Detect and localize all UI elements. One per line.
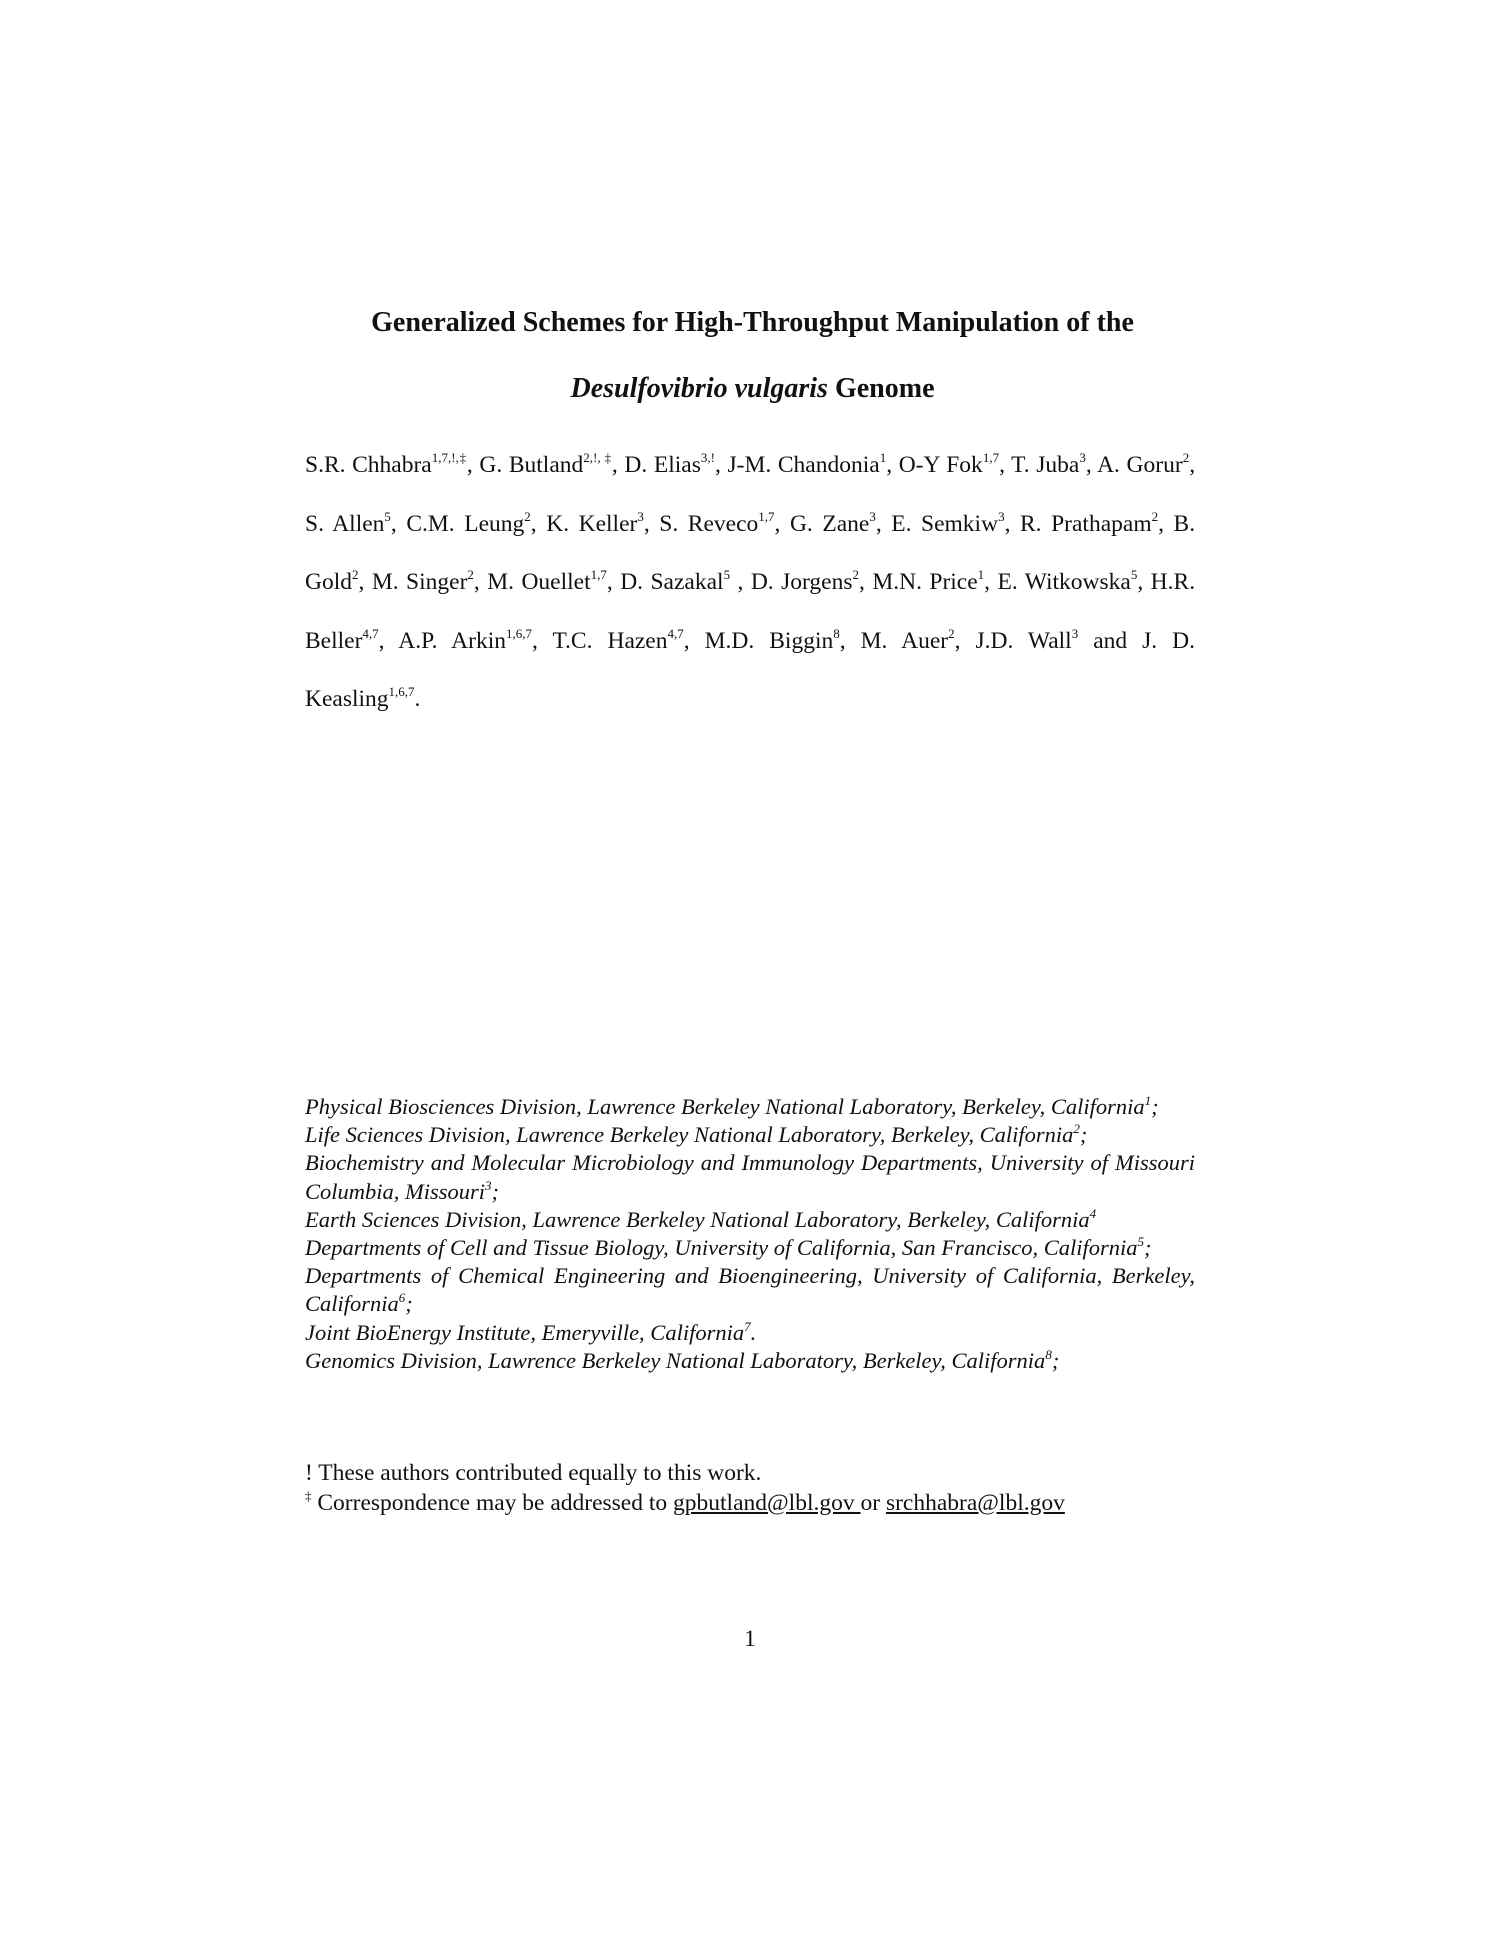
- author-affiliation-marks: 2: [852, 567, 859, 582]
- author-name: K. Keller: [546, 510, 638, 537]
- affiliation-text: Departments of Chemical Engineering and Bioengineering, University of California, Berkeley, California: [305, 1263, 1195, 1317]
- author-affiliation-marks: 1,6,7: [388, 684, 415, 699]
- author-affiliation-marks: 3: [1079, 450, 1086, 465]
- affiliation-end: ;: [405, 1291, 413, 1317]
- author-affiliation-marks: 1,6,7: [505, 625, 532, 641]
- author-separator: ,: [1137, 569, 1151, 595]
- author-separator: ,: [606, 569, 621, 595]
- page-number: 1: [744, 1626, 756, 1652]
- author-affiliation-marks: 2: [467, 567, 474, 582]
- affiliation-end: ;: [491, 1178, 500, 1204]
- author-name: B. Gold: [305, 510, 1196, 595]
- author-affiliation-marks: 1: [879, 450, 887, 465]
- author-separator: ,: [1004, 510, 1020, 537]
- affiliation-number: 4: [1089, 1205, 1097, 1221]
- author-separator: ,: [954, 627, 976, 654]
- author: [372, 569, 487, 595]
- affiliation-text: Life Sciences Division, Lawrence Berkeley National Laboratory, Berkeley, California: [305, 1122, 1074, 1148]
- footnotes: [305, 1459, 1205, 1518]
- author: [479, 452, 624, 478]
- author: [891, 508, 1020, 537]
- author-affiliation-marks: 5: [1130, 567, 1138, 582]
- author-separator: ,: [1085, 452, 1098, 478]
- author-name: O-Y Fok: [898, 452, 983, 478]
- author: [305, 452, 479, 478]
- author-name: E. Witkowska: [997, 569, 1131, 595]
- author: [975, 625, 1143, 654]
- author-name: M. Ouellet: [487, 569, 591, 595]
- affiliation-text: Joint BioEnergy Institute, Emeryville, California: [305, 1319, 745, 1345]
- affiliation-end: ;: [1151, 1094, 1159, 1119]
- author-name: G. Zane: [789, 510, 870, 537]
- author: [487, 569, 620, 595]
- author-affiliation-marks: 2: [948, 625, 955, 641]
- author-affiliation-marks: 2: [1182, 450, 1190, 465]
- author-affiliation-marks: 5: [384, 508, 391, 524]
- author: [620, 569, 751, 595]
- paper-title-line-2: [305, 372, 1200, 406]
- author-separator: ,: [839, 627, 861, 654]
- affiliation-end: .: [750, 1319, 757, 1345]
- affiliation: [305, 1121, 1195, 1149]
- affiliation-number: 5: [1137, 1234, 1144, 1250]
- affiliation-end: ;: [1079, 1122, 1088, 1148]
- affiliation-text: Biochemistry and Molecular Microbiology and Immunology Departments, University of Missouri Columbia, Missouri: [305, 1150, 1195, 1204]
- author-affiliation-marks: 4,7: [667, 625, 684, 641]
- author-name: A.P. Arkin: [398, 627, 506, 654]
- author-separator: ,: [1189, 452, 1196, 478]
- affiliation-number: 7: [744, 1318, 751, 1334]
- author: [624, 452, 727, 478]
- or-text: or: [860, 1489, 886, 1516]
- affiliation-text: Departments of Cell and Tissue Biology, University of California, San Francisco, California: [305, 1235, 1138, 1261]
- author-affiliation-marks: 8: [833, 625, 840, 641]
- author-affiliation-marks: 1,7,!,‡: [431, 450, 467, 465]
- author-separator: .: [414, 686, 421, 712]
- affiliation: [305, 1347, 1195, 1375]
- author-name: J-M. Chandonia: [727, 452, 880, 478]
- author-name: D. Sazakal: [620, 569, 724, 595]
- author-separator: ,: [531, 627, 553, 654]
- affiliation: [305, 1262, 1195, 1318]
- author-affiliation-marks: 3: [637, 508, 644, 524]
- author-name: H.R. Beller: [305, 569, 1196, 654]
- author: [546, 508, 660, 537]
- author: [860, 625, 976, 654]
- affiliation-number: 8: [1045, 1346, 1052, 1362]
- author: [1020, 508, 1174, 537]
- author-separator: ,: [530, 510, 547, 537]
- correspondence-text: Correspondence may be addressed to: [311, 1489, 674, 1516]
- author-separator: ,: [875, 510, 892, 537]
- author-name: S. Allen: [305, 510, 385, 537]
- author-affiliation-marks: 2: [1151, 508, 1159, 524]
- affiliation-end: ;: [1144, 1235, 1152, 1261]
- author-name: C.M. Leung: [406, 510, 525, 537]
- author-separator: ,: [1158, 510, 1174, 537]
- author: [789, 508, 892, 537]
- author-affiliation-marks: 3,!: [700, 450, 715, 465]
- affiliation: [305, 1206, 1195, 1234]
- affiliation-number: 3: [485, 1177, 492, 1193]
- author: [659, 508, 790, 537]
- author-separator: ,: [611, 452, 625, 478]
- author-separator: ,: [466, 452, 480, 478]
- equal-contribution-note: ! These authors contributed equally to this work.: [305, 1460, 762, 1486]
- author-name: T. Juba: [1011, 452, 1080, 478]
- author-affiliation-marks: 2: [524, 508, 531, 524]
- author-affiliation-marks: 2: [352, 567, 359, 582]
- correspondence-note: [305, 1489, 1205, 1519]
- author: [1011, 452, 1097, 478]
- affiliation: [305, 1093, 1195, 1121]
- author-affiliation-marks: 1,7: [982, 450, 1000, 465]
- affiliation-list: [305, 1093, 1195, 1375]
- author-affiliation-marks: 5: [723, 567, 731, 582]
- author-name: J. D. Keasling: [305, 627, 1196, 712]
- author-separator: ,: [886, 452, 899, 478]
- author: [1097, 452, 1195, 478]
- organism-name: Desulfovibrio vulgaris: [570, 373, 828, 404]
- author-name: R. Prathapam: [1020, 510, 1152, 537]
- correspondence-mark: ‡: [305, 1487, 312, 1503]
- author-affiliation-marks: 4,7: [362, 625, 379, 641]
- author-name: D. Elias: [624, 452, 701, 478]
- author-name: G. Butland: [479, 452, 584, 478]
- author: [398, 625, 553, 654]
- author-affiliation-marks: 2,!, ‡: [583, 450, 612, 465]
- author-name: M. Auer: [860, 627, 949, 654]
- author-separator: ,: [730, 569, 751, 595]
- author: [751, 569, 873, 595]
- affiliation-text: Physical Biosciences Division, Lawrence Berkeley National Laboratory, Berkeley, California: [305, 1094, 1145, 1119]
- author-affiliation-marks: 1,7: [590, 567, 607, 582]
- author-separator: ,: [774, 510, 790, 537]
- author-separator: ,: [999, 452, 1012, 478]
- affiliation-number: 6: [398, 1290, 406, 1306]
- affiliation: [305, 1234, 1195, 1262]
- author: [872, 569, 997, 595]
- author-separator: and: [1078, 627, 1143, 654]
- author-separator: ,: [714, 452, 728, 478]
- author-name: S.R. Chhabra: [305, 452, 432, 478]
- author-separator: ,: [358, 569, 372, 595]
- author-name: M.D. Biggin: [704, 627, 834, 654]
- author-separator: ,: [378, 627, 399, 654]
- author-affiliation-marks: 1: [977, 567, 985, 582]
- author: [727, 452, 898, 478]
- author: [305, 508, 407, 537]
- author-name: M.N. Price: [872, 569, 978, 595]
- paper-title-line-1: Generalized Schemes for High-Throughput Manipulation of the: [371, 307, 1134, 338]
- author-name: S. Reveco: [659, 510, 759, 537]
- author-separator: ,: [984, 569, 998, 595]
- author-separator: ,: [643, 510, 660, 537]
- affiliation-text: Earth Sciences Division, Lawrence Berkeley National Laboratory, Berkeley, California: [305, 1206, 1090, 1232]
- email-link-chhabra[interactable]: srchhabra@lbl.gov: [885, 1489, 1065, 1516]
- author-affiliation-marks: 1,7: [758, 508, 775, 524]
- author-affiliation-marks: 3: [1071, 625, 1079, 641]
- author-affiliation-marks: 3: [998, 508, 1005, 524]
- affiliation: [305, 1319, 1195, 1347]
- author: [998, 569, 1151, 595]
- email-link-butland[interactable]: gpbutland@lbl.gov: [673, 1489, 861, 1516]
- author-name: A. Gorur: [1097, 452, 1183, 478]
- author-name: T.C. Hazen: [552, 627, 668, 654]
- affiliation-end: ;: [1051, 1347, 1060, 1373]
- author-list: [305, 436, 1195, 729]
- author-separator: ,: [859, 569, 873, 595]
- title-genome-word: Genome: [834, 373, 935, 404]
- affiliation-text: Genomics Division, Lawrence Berkeley National Laboratory, Berkeley, California: [305, 1347, 1046, 1373]
- author: [899, 452, 1011, 478]
- affiliation-number: 1: [1144, 1093, 1152, 1108]
- author: [704, 625, 861, 654]
- author-name: M. Singer: [371, 569, 468, 595]
- author-affiliation-marks: 3: [869, 508, 876, 524]
- author-separator: ,: [473, 569, 488, 595]
- author-name: J.D. Wall: [975, 627, 1072, 654]
- author: [552, 625, 705, 654]
- author-separator: ,: [683, 627, 705, 654]
- affiliation-number: 2: [1073, 1121, 1080, 1137]
- author-name: E. Semkiw: [891, 510, 999, 537]
- author: [406, 508, 547, 537]
- author-separator: ,: [390, 510, 407, 537]
- author-name: D. Jorgens: [750, 569, 853, 595]
- affiliation: [305, 1149, 1195, 1205]
